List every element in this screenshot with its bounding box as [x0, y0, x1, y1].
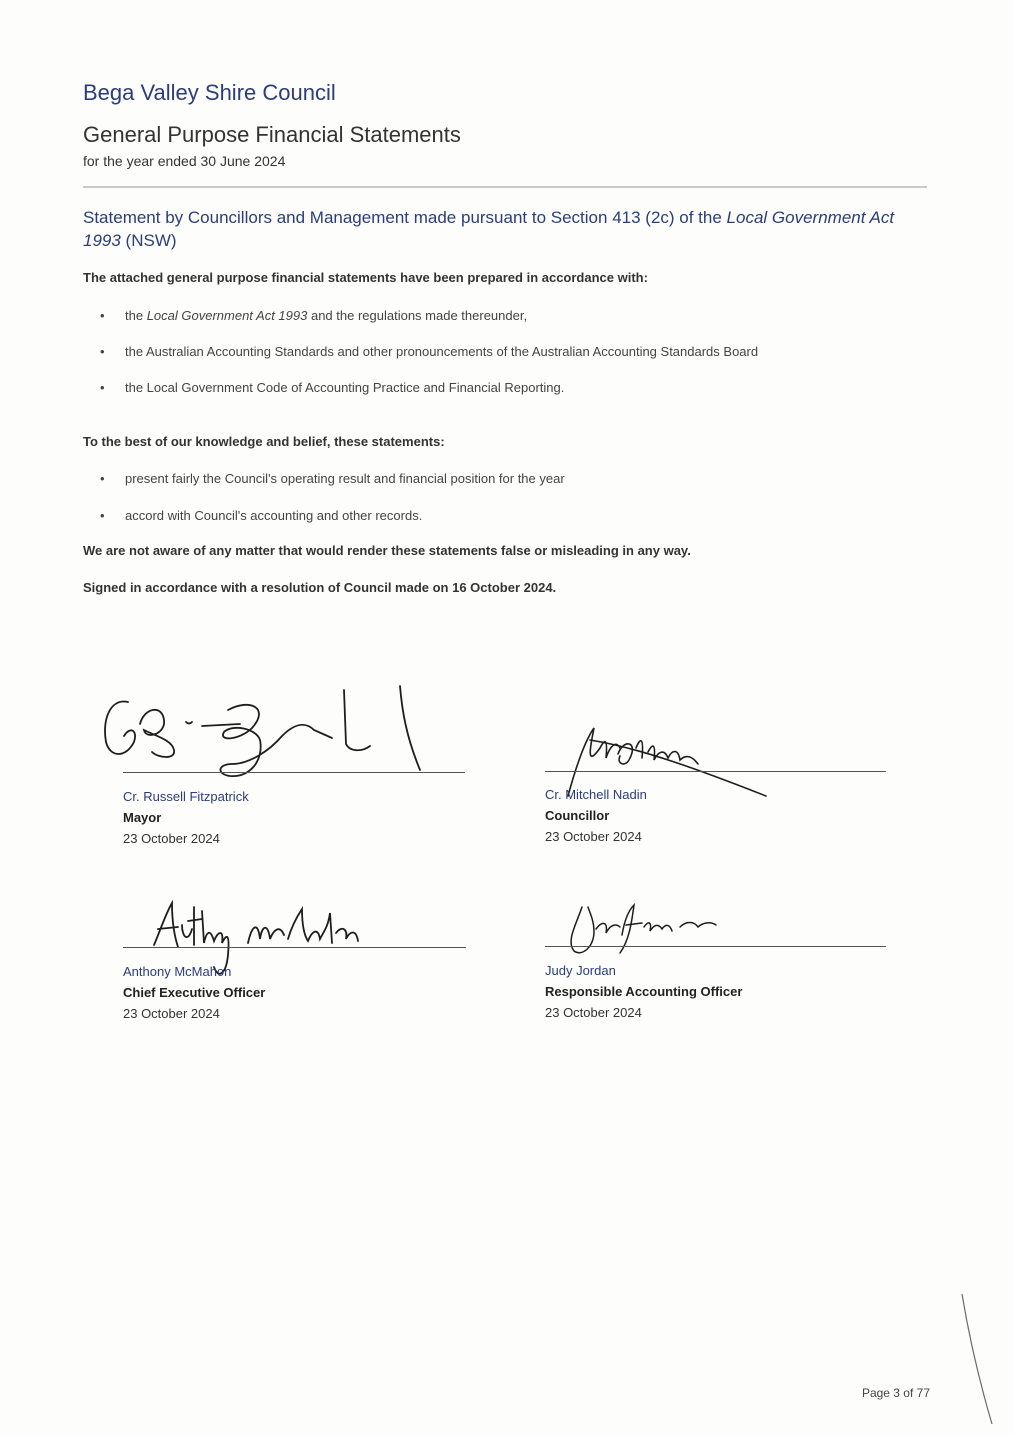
prepared-item-3: • the Local Government Code of Accounting Practice and Financial Reporting.	[100, 380, 565, 395]
ceo-name: Anthony McMahon	[123, 964, 232, 979]
reporting-period: for the year ended 30 June 2024	[83, 153, 286, 169]
ceo-signature-line	[123, 947, 466, 948]
mayor-date: 23 October 2024	[123, 831, 220, 846]
prepared-item-1: • the Local Government Act 1993 and the regulations made thereunder,	[100, 308, 528, 323]
councillor-role: Councillor	[545, 808, 610, 823]
organisation-name: Bega Valley Shire Council	[83, 80, 336, 105]
councillor-signature-line	[545, 771, 886, 772]
mayor-signature-line	[123, 772, 465, 773]
prepared-item-2: • the Australian Accounting Standards and other pronouncements of the Australian Accounting Standards Board	[100, 344, 759, 359]
statement-heading-act: Local Government Act 1993	[83, 208, 895, 250]
accounting-officer-signature-line	[545, 946, 886, 947]
prepared-lead: The attached general purpose financial statements have been prepared in accordance with:	[83, 270, 648, 285]
ceo-date: 23 October 2024	[123, 1006, 220, 1021]
prepared-item-2-text: the Australian Accounting Standards and other pronouncements of the Australian Accounting Standards Board	[125, 344, 759, 359]
scan-artifact	[958, 1290, 998, 1430]
document-title: General Purpose Financial Statements	[83, 122, 461, 147]
statement-heading-suffix: (NSW)	[120, 231, 177, 250]
belief-item-1-text: present fairly the Council's operating result and financial position for the year	[125, 471, 565, 486]
mayor-name: Cr. Russell Fitzpatrick	[123, 789, 249, 804]
prepared-item-1-suffix: and the regulations made thereunder,	[307, 308, 528, 323]
belief-item-1: • present fairly the Council's operating result and financial position for the year	[100, 471, 565, 486]
resolution-statement: Signed in accordance with a resolution of Council made on 16 October 2024.	[83, 580, 557, 595]
accounting-officer-signature	[560, 895, 730, 960]
mayor-signature	[100, 680, 440, 790]
accounting-officer-name: Judy Jordan	[545, 963, 616, 978]
councillor-date: 23 October 2024	[545, 829, 642, 844]
accounting-officer-date: 23 October 2024	[545, 1005, 642, 1020]
statement-heading	[83, 206, 903, 252]
belief-item-2: • accord with Council's accounting and other records.	[100, 508, 423, 523]
accounting-officer-role: Responsible Accounting Officer	[545, 984, 743, 999]
belief-item-2-text: accord with Council's accounting and other records.	[125, 508, 423, 523]
councillor-name: Cr. Mitchell Nadin	[545, 787, 647, 802]
page-number: Page 3 of 77	[861, 1386, 930, 1400]
header-divider	[83, 186, 927, 188]
ceo-role: Chief Executive Officer	[123, 985, 266, 1000]
statement-heading-prefix: Statement by Councillors and Management made pursuant to Section 413 (2c) of the	[83, 208, 727, 227]
belief-lead: To the best of our knowledge and belief, these statements:	[83, 434, 445, 449]
not-aware-statement: We are not aware of any matter that would render these statements false or misleading in any way.	[83, 543, 691, 558]
prepared-item-3-text: the Local Government Code of Accounting Practice and Financial Reporting.	[125, 380, 565, 395]
prepared-item-1-act: Local Government Act 1993	[146, 308, 308, 323]
prepared-item-1-prefix: the	[125, 308, 147, 323]
mayor-role: Mayor	[123, 810, 162, 825]
